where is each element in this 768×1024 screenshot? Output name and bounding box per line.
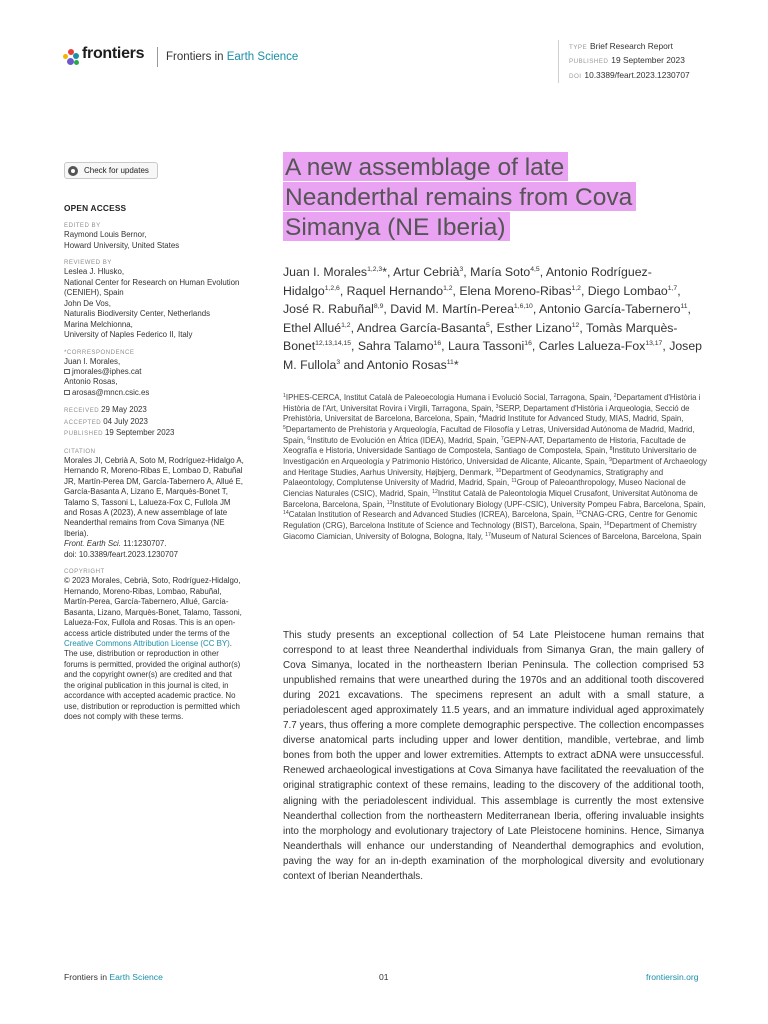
author-affiliation-sup: 1,2,6 <box>324 284 340 292</box>
affiliation-text: Department of Geodynamics, Stratigraphy and Palaeontology, Complutense University of Madrid, Madrid, Spain, <box>283 467 664 488</box>
affiliation-text: SERP, Departament d'Història i Arqueologia, Secció de Prehistòria, Universitat de Barcelona, Barcelona, Spain, <box>283 403 690 424</box>
affiliation-number: 11 <box>511 478 517 485</box>
author[interactable] <box>588 284 677 298</box>
author-affiliation-sup: 16 <box>524 340 532 347</box>
author[interactable] <box>390 302 533 316</box>
citation-volume: 11:1230707. <box>121 539 167 549</box>
author[interactable] <box>357 321 490 335</box>
affiliation-number: 15 <box>576 510 582 517</box>
reviewer-affiliation: University of Naples Federico II, Italy <box>64 330 193 340</box>
type-label: TYPE <box>569 44 588 51</box>
copyright-text-part: . The use, distribution or reproduction in other forums is permitted, provided the original author(s) and the copyright owner(s) are credited and that the original publication in this journal is cited, in accordance with accepted academic practice. No use, distribution or reproduction is permitted which does not comply with these terms. <box>64 638 241 722</box>
author-affiliation-sup: 1,2 <box>443 284 453 292</box>
author[interactable] <box>497 321 580 335</box>
author-name: Carles Lalueza-Fox <box>538 339 646 353</box>
crossmark-icon <box>68 166 78 176</box>
author-name: María Soto <box>470 265 531 279</box>
reviewed-by-section <box>64 258 244 340</box>
affiliation-text: CNAG-CRG, Centre for Genomic Regulation (CRG), Barcelona Institute of Science and Technology (BIST), Barcelona, Spain, <box>283 510 698 530</box>
author-name: Antonio García-Tabernero <box>538 302 681 316</box>
email-icon <box>64 369 70 374</box>
correspondent-email[interactable]: jmorales@iphes.cat <box>72 366 142 376</box>
reviewer-name: John De Vos, <box>64 298 111 308</box>
doi-row <box>569 69 690 83</box>
author-affiliation-sup: 8,9 <box>373 303 384 310</box>
affiliation-text: Institute of Evolutionary Biology (UPF-CSIC), University Pompeu Fabra, Barcelona, Spain, <box>392 499 706 509</box>
citation-journal-row <box>64 539 244 549</box>
type-value: Brief Research Report <box>590 41 673 51</box>
affiliations <box>283 393 709 542</box>
affiliation-text: Museum of Natural Sciences of Barcelona, Barcelona, Spain <box>490 531 702 541</box>
journal-name[interactable] <box>166 51 298 63</box>
author-affiliation-sup: 3 <box>336 358 341 366</box>
author-name: Ethel Allué <box>283 320 342 335</box>
abstract-text: This study presents an exceptional collection of 54 Late Pleistocene human remains that correspond to at least three Neanderthal individuals from Simanya Gran, the main gallery of Cova Simanya, located in the northeastern Iberian Peninsula. The collection comprised 53 unpublished remains that were unearthed during the 1970s and an additional tooth discovered during 2021 excavations. The specimens represent an adult with a small stature, a periadolescent aged approximately 11.5 years, and an immature individual aged approximately 7.7 years, thus offering a more complete demographic perspective. The collection encompasses diverse anatomical parts including upper and lower dentition, mandible, vertebrae, and limb bones from both the upper and lower extremities. Attempts to extract aDNA were unsuccessful. Renewed archaeological investigations at Cova Simanya have facilitated the reevaluation of the original stratigraphic context of these remains, leading to the discovery of the additional tooth, aligning with the periadolescent individual. This assemblage is currently the most extensive Neanderthal collection from the northeastern Mediterranean Iberia, offering invaluable insights into the morphology and evolutionary trajectory of Late Pleistocene hominins. Hence, Simanya Neanderthals will enhance our understanding of Neanderthal demographics and evolution, paving the way for an in-depth examination of the morphological diversity and evolutionary context of Iberian Neanderthals. <box>283 630 704 882</box>
affiliation-text: Instituto Universitario de Investigación en Arqueología y Patrimonio Histórico, Universidad de Alicante, Alicante, Spain, <box>283 446 697 466</box>
author[interactable] <box>393 265 463 279</box>
author-name: Tomàs Marquès-Bonet <box>283 320 678 353</box>
author-name: Diego Lombao <box>587 283 668 298</box>
corresponding-mark: * <box>382 265 387 279</box>
author-affiliation-sup: 1,2 <box>341 321 351 329</box>
affiliation-text: Madrid Institute for Advanced Study, MIAS, Madrid, Spain, <box>481 414 684 424</box>
article-meta <box>558 40 690 83</box>
author-name: Antonio Rodríguez-Hidalgo <box>283 265 652 298</box>
author-affiliation-sup: 16 <box>433 340 442 347</box>
author-affiliation-sup: 11 <box>446 358 454 366</box>
affiliation-text: Institut Català de Paleontologia Miquel Crusafont, Universitat Autònoma de Barcelona, Barcelona, Spain, <box>283 488 698 509</box>
affiliation-number: 14 <box>283 510 289 517</box>
correspondence-heading: *CORRESPONDENCE <box>64 348 135 356</box>
article-title <box>283 153 703 243</box>
author[interactable] <box>539 302 688 316</box>
correspondence-section <box>64 348 244 399</box>
published-label: PUBLISHED <box>64 430 104 438</box>
received-row <box>64 405 244 416</box>
author[interactable] <box>459 284 581 298</box>
affiliation-number: 17 <box>485 531 491 538</box>
affiliation-text: Departament d'Història i Història de l'Art, Universitat Rovira i Virgili, Tarragona, Spain, <box>283 393 701 413</box>
author-affiliation-sup: 12,13,14,15 <box>315 340 352 347</box>
footer-journal-prefix: Frontiers in <box>64 972 110 982</box>
author-affiliation-sup: 1,2,3 <box>367 266 383 273</box>
copyright-text <box>64 576 244 722</box>
editor-name: Raymond Louis Bernor, <box>64 230 147 240</box>
author-affiliation-sup: 1,7 <box>667 284 678 292</box>
edited-by-section <box>64 221 244 251</box>
logo-dot <box>74 60 79 65</box>
affiliation-number: 5 <box>283 424 286 431</box>
cc-by-license-link[interactable]: Creative Commons Attribution License (CC BY) <box>64 638 230 648</box>
copyright-heading: COPYRIGHT <box>64 568 105 576</box>
affiliation-number: 13 <box>386 499 393 506</box>
citation-journal: Front. Earth Sci. <box>64 539 122 549</box>
author-name: Artur Cebrià <box>393 265 460 279</box>
author-affiliation-sup: 12 <box>571 321 580 329</box>
correspondent-name: Juan I. Morales, <box>64 356 121 366</box>
affiliation-text: GEPN-AAT, Departamento de Historia, Facultade de Xeografía e Historia, Universidade Santiago de Compostela, Santiago de Compostela, Spain, <box>283 435 686 456</box>
affiliation-text: Department of Archaeology and Heritage Studies, Aarhus University, Højbjerg, Denmark, <box>283 456 708 477</box>
published-label: PUBLISHED <box>569 58 609 66</box>
page-number: 01 <box>379 972 389 982</box>
doi-value[interactable]: 10.3389/feart.2023.1230707 <box>584 69 690 80</box>
author-name: Elena Moreno-Ribas <box>459 283 572 298</box>
article-info-sidebar <box>64 203 244 730</box>
affiliation-text: Catalan Institution of Research and Advanced Studies (ICREA), Barcelona, Spain, <box>288 510 577 520</box>
author-name: David M. Martín-Perea <box>390 302 514 316</box>
citation-doi[interactable]: doi: 10.3389/feart.2023.1230707 <box>64 549 179 559</box>
author-name: Andrea García-Basanta <box>356 320 486 335</box>
accepted-row <box>64 417 244 428</box>
affiliation-text: Department of Chemistry Giacomo Ciamician, University of Bologna, Bologna, Italy, <box>283 520 697 541</box>
author[interactable] <box>283 302 383 316</box>
author[interactable] <box>539 339 663 353</box>
footer-journal-name: Earth Science <box>109 972 163 982</box>
journal-prefix: Frontiers in <box>166 51 227 63</box>
author-name: Juan I. Morales <box>283 265 368 279</box>
publisher-logo-text[interactable]: frontiers <box>82 45 145 62</box>
author[interactable] <box>358 339 441 353</box>
author[interactable] <box>283 321 351 335</box>
accepted-date: 04 July 2023 <box>103 416 148 426</box>
author-name: Laura Tassoni <box>447 339 525 353</box>
author-affiliation-sup: 4,5 <box>530 266 540 273</box>
author-affiliation-sup: 5 <box>485 321 490 329</box>
affiliation-number: 16 <box>603 520 610 527</box>
author-name: Josep M. Fullola <box>283 339 703 372</box>
logo-dot <box>73 53 79 59</box>
affiliation-number: 12 <box>432 488 438 495</box>
correspondent-name: Antonio Rosas, <box>64 377 118 387</box>
affiliation-text: Departamento de Prehistoria y Arqueología, Facultad de Filosofía y Letras, Universidad Autónoma de Madrid, Madrid, Spain, <box>283 424 695 445</box>
published-row <box>569 54 690 68</box>
correspondent-email-row <box>64 388 244 398</box>
author[interactable] <box>347 284 453 298</box>
author[interactable] <box>470 265 540 279</box>
affiliation-number: 3 <box>495 403 499 410</box>
reviewer-name: Leslea J. Hlusko, <box>64 267 125 277</box>
citation-section <box>64 447 244 561</box>
corresponding-mark: * <box>453 357 459 372</box>
reviewer-name: Marina Melchionna, <box>64 319 133 329</box>
accepted-label: ACCEPTED <box>64 418 102 426</box>
author-name: Esther Lizano <box>496 320 572 335</box>
reviewer-affiliation: National Center for Research on Human Evolution (CENIEH), Spain <box>64 277 240 298</box>
author-affiliation-sup: 1,2 <box>571 284 581 292</box>
article-title-text: A new assemblage of late Neanderthal remains from Cova Simanya (NE Iberia) <box>283 152 636 241</box>
author[interactable] <box>448 339 532 353</box>
header-divider <box>157 47 158 67</box>
edited-by-heading: EDITED BY <box>64 222 101 230</box>
author[interactable] <box>367 358 459 372</box>
affiliation-text: Group of Paleoanthropology, Museo Nacional de Ciencias Naturales (CSIC), Madrid, Spain, <box>283 478 686 498</box>
received-label: RECEIVED <box>64 407 100 415</box>
correspondent-email-row <box>64 367 244 377</box>
author-affiliation-sup: 11 <box>680 303 688 310</box>
author-name: Sahra Talamo <box>357 339 434 353</box>
email-icon <box>64 390 70 395</box>
author-name: Raquel Hernando <box>346 283 444 298</box>
affiliation-text: IPHES-CERCA, Institut Català de Paleoecologia Humana i Evolució Social, Tarragona, Spain, <box>285 393 614 402</box>
published-value: 19 September 2023 <box>611 55 685 66</box>
affiliation-number: 7 <box>500 435 504 442</box>
affiliation-text: Instituto de Evolución en África (IDEA), Madrid, Spain, <box>310 435 501 445</box>
published-date: 19 September 2023 <box>105 428 175 438</box>
affiliation-number: 9 <box>609 456 613 463</box>
check-for-updates-button[interactable] <box>64 162 158 179</box>
published-row <box>64 428 244 439</box>
author-affiliation-sup: 1,6,10 <box>513 303 533 310</box>
copyright-text-part: © 2023 Morales, Cebrià, Soto, Rodríguez-Hidalgo, Hernando, Moreno-Ribas, Lombao, Rabuñal, Martín-Perea, García-Tabernero, Allué, García-Basanta, Lizano, Marquès-Bonet, Talamo, Tassoni, Lalueza-Fox, Fullola and Rosas. This is an open-access article distributed under the terms of the <box>64 576 242 638</box>
reviewed-by-heading: REVIEWED BY <box>64 259 112 267</box>
footer-site-link[interactable]: frontiersin.org <box>646 972 699 982</box>
editor-affiliation: Howard University, United States <box>64 240 180 250</box>
frontiers-logo-icon <box>63 49 79 65</box>
open-access-label: OPEN ACCESS <box>64 203 127 213</box>
affiliation-number: 10 <box>495 467 502 474</box>
reviewer-affiliation: Naturalis Biodiversity Center, Netherlands <box>64 309 211 319</box>
author-list: Juan I. Morales$^{1,2,3}$*, Artur Cebrià$^3$, María Soto$^{4,5}$, Antonio Rodríguez-Hidalgo$^{1,2,6}$, Raquel Hernando$^{1,2}$, Elena Moreno-Ribas$^{1,2}$, Diego Lombao$^{1,7}$, José R. Rabuñal$^{8,9}$, David M. Martín-Perea$^{1,6,10}$, Antonio García-Tabernero$^{11}$, Ethel Allué$^{1,2}$, Andrea García-Basanta$^5$, Esther Lizano$^{12}$, Tomàs Marquès-Bonet$^{12,13,14,15}$, Sahra Talamo$^{16}$, Laura Tassoni$^{16}$, Carles Lalueza-Fox$^{13,17}$, Josep M. Fullola$^3$ and Antonio Rosas$^{11}$* <box>283 265 703 372</box>
received-date: 29 May 2023 <box>101 405 147 415</box>
type-row <box>569 40 690 54</box>
journal-title: Earth Science <box>226 51 299 63</box>
author-name: Antonio Rosas <box>366 357 447 372</box>
author-name: José R. Rabuñal <box>283 302 374 316</box>
doi-label: DOI <box>569 72 582 80</box>
logo-dot <box>67 58 74 65</box>
affiliation-number: 2 <box>613 393 617 399</box>
dates-section <box>64 405 244 439</box>
affiliation-number: 1 <box>283 393 286 399</box>
affiliation-number: 8 <box>609 446 613 453</box>
correspondent-email[interactable]: arosas@mncn.csic.es <box>72 387 150 397</box>
author[interactable] <box>283 265 387 279</box>
author-affiliation-sup: 3 <box>459 266 464 273</box>
citation-heading: CITATION <box>64 447 96 455</box>
check-for-updates-label: Check for updates <box>84 166 149 175</box>
affiliation-number: 4 <box>478 414 482 421</box>
citation-text: Morales JI, Cebrià A, Soto M, Rodríguez-Hidalgo A, Hernando R, Moreno-Ribas E, Lombao D, Rabuñal JR, Martín-Perea DM, García-Tabernero A, Allué E, García-Basanta A, Lizano E, Marquès-Bonet T, Talamo S, Tassoni L, Lalueza-Fox C, Fullola JM and Rosas A (2023), A new assemblage of late Neanderthal remains from Cova Simanya (NE Iberia). <box>64 455 244 538</box>
footer-journal <box>64 972 163 982</box>
affiliation-number: 6 <box>307 435 311 442</box>
author-affiliation-sup: 13,17 <box>645 340 663 347</box>
copyright-section <box>64 567 244 722</box>
